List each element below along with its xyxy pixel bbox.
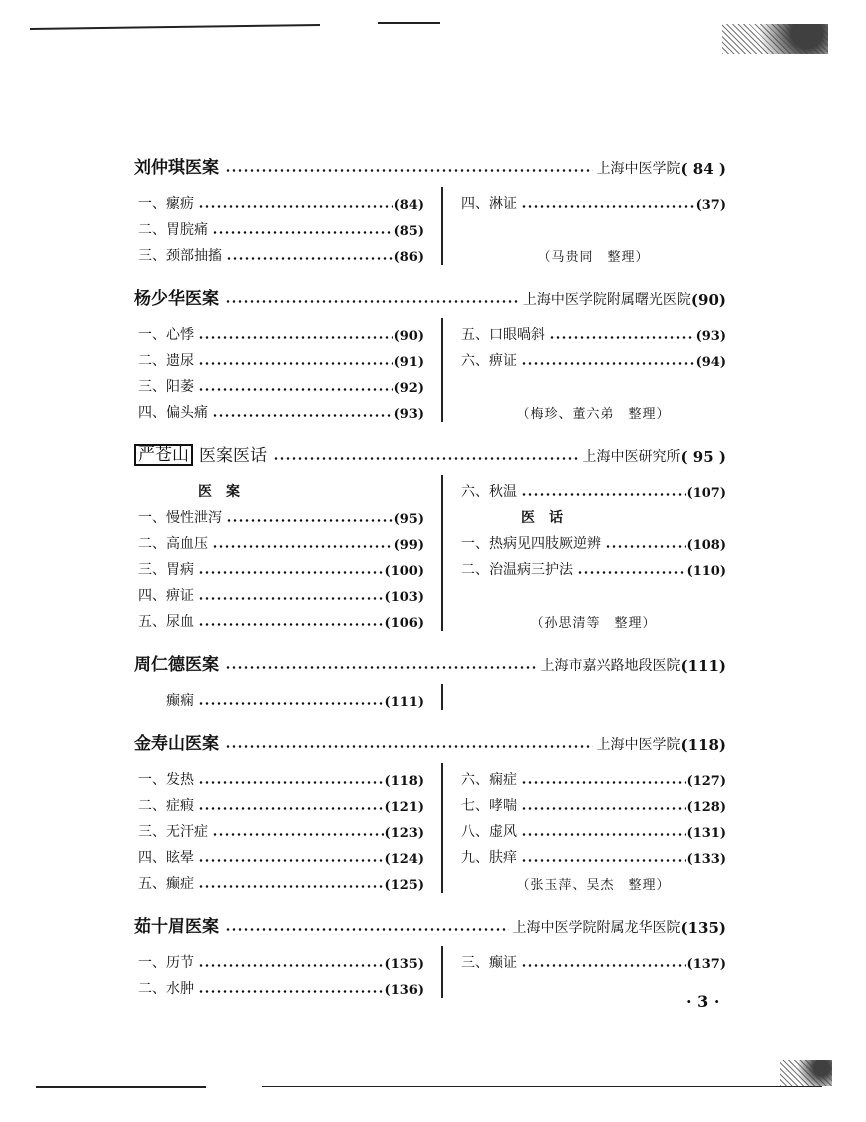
editor-note: （梅珍、董六弟 整理） xyxy=(516,407,671,422)
scan-edge-top xyxy=(30,24,320,30)
section-heading[interactable] xyxy=(134,436,726,466)
entry-title: 哮喘 xyxy=(489,798,517,814)
entry-title: 淋证 xyxy=(489,196,517,212)
entry-page: (108) xyxy=(686,538,726,553)
toc-entry[interactable] xyxy=(461,344,726,370)
section-institution: 上海中医研究所 xyxy=(582,449,681,465)
section-heading[interactable] xyxy=(134,279,726,309)
entry-page: (85) xyxy=(393,224,424,239)
entry-title: 无汗症 xyxy=(166,824,208,840)
scan-edge-bottom-2 xyxy=(262,1086,822,1087)
section-heading[interactable] xyxy=(134,148,726,178)
dot-leader xyxy=(198,859,384,862)
dot-leader xyxy=(198,388,393,391)
section-page: (118) xyxy=(680,736,726,754)
dot-leader xyxy=(225,666,537,669)
entry-page: (92) xyxy=(393,381,424,396)
section-author: 金寿山医案 xyxy=(134,734,219,754)
entry-number: 三、 xyxy=(138,824,166,840)
dot-leader xyxy=(521,807,686,810)
entry-page: (84) xyxy=(393,198,424,213)
toc-entry[interactable] xyxy=(138,815,424,841)
entry-page: (95) xyxy=(393,512,424,527)
column-divider xyxy=(441,684,443,710)
table-of-contents xyxy=(134,148,726,1012)
entry-number: 二、 xyxy=(138,353,166,369)
toc-entry[interactable] xyxy=(461,841,726,867)
entry-page: (93) xyxy=(393,407,424,422)
entry-page: (100) xyxy=(384,564,424,579)
dot-leader xyxy=(198,990,384,993)
entry-number: 三、 xyxy=(138,379,166,395)
toc-entry[interactable] xyxy=(138,605,424,631)
section-entries xyxy=(134,763,726,893)
section-entries xyxy=(134,318,726,422)
entry-page: (125) xyxy=(384,878,424,893)
toc-entry[interactable] xyxy=(138,763,424,789)
section-page: (111) xyxy=(680,657,726,675)
entry-title: 颈部抽搐 xyxy=(166,248,222,264)
dot-leader xyxy=(198,362,393,365)
dot-leader xyxy=(577,571,686,574)
toc-section xyxy=(134,645,726,710)
entry-page: (111) xyxy=(384,695,424,710)
entry-page: (107) xyxy=(686,486,726,501)
entry-page: (128) xyxy=(686,800,726,815)
editor-note: （马贵同 整理） xyxy=(537,250,650,265)
right-column xyxy=(461,475,726,631)
section-page: ( 95 ) xyxy=(680,448,726,466)
dot-leader xyxy=(212,414,393,417)
entry-number: 九、 xyxy=(461,850,489,866)
blank-row xyxy=(461,213,726,239)
entry-number: 五、 xyxy=(461,327,489,343)
dot-leader xyxy=(605,545,686,548)
entry-page: (110) xyxy=(686,564,726,579)
entry-page: (91) xyxy=(393,355,424,370)
entry-title: 秋温 xyxy=(489,484,517,500)
dot-leader xyxy=(212,231,393,234)
toc-entry[interactable] xyxy=(461,187,726,213)
blank-row xyxy=(461,579,726,605)
section-entries xyxy=(134,946,726,998)
toc-entry[interactable] xyxy=(461,553,726,579)
entry-number: 七、 xyxy=(461,798,489,814)
scan-corner-top-right xyxy=(722,24,828,54)
toc-entry[interactable] xyxy=(138,972,424,998)
entry-page: (136) xyxy=(384,983,424,998)
entry-page: (103) xyxy=(384,590,424,605)
entry-title: 眩晕 xyxy=(166,850,194,866)
left-column xyxy=(134,684,424,710)
entry-number: 五、 xyxy=(138,614,166,630)
dot-leader xyxy=(521,362,695,365)
entry-number: 六、 xyxy=(461,353,489,369)
entry-title: 历节 xyxy=(166,955,194,971)
section-heading[interactable] xyxy=(134,724,726,754)
section-author: 茹十眉医案 xyxy=(134,917,219,937)
editor-note: （张玉萍、吴杰 整理） xyxy=(516,878,671,893)
section-page: ( 84 ) xyxy=(680,160,726,178)
entry-title: 胃脘痛 xyxy=(166,222,208,238)
column-divider xyxy=(441,475,443,631)
entry-page: (135) xyxy=(384,957,424,972)
column-divider xyxy=(441,946,443,998)
entry-title: 口眼喎斜 xyxy=(489,327,545,343)
editor-note: （孙思清等 整理） xyxy=(530,616,657,631)
entry-number: 五、 xyxy=(138,876,166,892)
entry-number: 六、 xyxy=(461,772,489,788)
toc-entry[interactable] xyxy=(138,318,424,344)
scan-corner-bottom-right xyxy=(780,1060,832,1086)
left-column xyxy=(134,946,424,998)
dot-leader xyxy=(198,885,384,888)
entry-page: (99) xyxy=(393,538,424,553)
dot-leader xyxy=(198,807,384,810)
entry-title: 发热 xyxy=(166,772,194,788)
left-column xyxy=(134,475,424,631)
left-column xyxy=(134,763,424,893)
section-entries xyxy=(134,187,726,265)
column-divider xyxy=(441,187,443,265)
right-column xyxy=(461,684,726,710)
entry-title: 癫证 xyxy=(489,955,517,971)
section-page: (90) xyxy=(690,291,726,309)
entry-page: (127) xyxy=(686,774,726,789)
toc-entry[interactable] xyxy=(138,684,424,710)
entry-number: 三、 xyxy=(461,955,489,971)
toc-entry[interactable] xyxy=(461,318,726,344)
dot-leader xyxy=(198,623,384,626)
toc-entry[interactable] xyxy=(138,396,424,422)
entry-number: 三、 xyxy=(138,248,166,264)
entry-number: 一、 xyxy=(138,196,166,212)
entry-title: 高血压 xyxy=(166,536,208,552)
entry-page: (37) xyxy=(695,198,726,213)
entry-title: 痹证 xyxy=(166,588,194,604)
section-institution: 上海中医学院附属龙华医院 xyxy=(512,920,681,936)
toc-entry[interactable] xyxy=(461,527,726,553)
toc-entry[interactable] xyxy=(461,815,726,841)
dot-leader xyxy=(198,702,384,705)
entry-number: 八、 xyxy=(461,824,489,840)
entry-page: (131) xyxy=(686,826,726,841)
dot-leader xyxy=(521,205,695,208)
toc-entry[interactable] xyxy=(461,789,726,815)
entry-page: (106) xyxy=(384,616,424,631)
entry-title: 癫痫 xyxy=(166,693,194,709)
entry-page: (123) xyxy=(384,826,424,841)
dot-leader xyxy=(212,545,393,548)
entry-title: 症瘕 xyxy=(166,798,194,814)
entry-page: (133) xyxy=(686,852,726,867)
entry-title: 遗尿 xyxy=(166,353,194,369)
toc-entry[interactable] xyxy=(138,553,424,579)
dot-leader xyxy=(521,964,686,967)
entry-page: (124) xyxy=(384,852,424,867)
section-heading[interactable] xyxy=(134,907,726,937)
entry-number: 二、 xyxy=(138,222,166,238)
entry-number: 六、 xyxy=(461,484,489,500)
toc-section xyxy=(134,148,726,265)
section-entries xyxy=(134,684,726,710)
entry-number: 三、 xyxy=(138,562,166,578)
entry-title: 痹证 xyxy=(489,353,517,369)
entry-number: 四、 xyxy=(461,196,489,212)
entry-number: 四、 xyxy=(138,405,166,421)
entry-number: 二、 xyxy=(138,798,166,814)
section-author: 刘仲琪医案 xyxy=(134,158,219,178)
entry-number: 四、 xyxy=(138,588,166,604)
entry-number: 四、 xyxy=(138,850,166,866)
right-column xyxy=(461,187,726,265)
entry-title: 胃病 xyxy=(166,562,194,578)
toc-entry[interactable] xyxy=(138,239,424,265)
dot-leader xyxy=(212,833,384,836)
toc-entry[interactable] xyxy=(138,579,424,605)
toc-entry[interactable] xyxy=(138,946,424,972)
section-heading[interactable] xyxy=(134,645,726,675)
entry-title: 慢性泄泻 xyxy=(166,510,222,526)
dot-leader xyxy=(198,205,393,208)
dot-leader xyxy=(226,257,393,260)
entry-page: (90) xyxy=(393,329,424,344)
subsection-heading: 医案 xyxy=(198,484,254,500)
dot-leader xyxy=(273,457,579,460)
toc-section xyxy=(134,907,726,998)
entry-number: 二、 xyxy=(138,981,166,997)
entry-number: 一、 xyxy=(138,955,166,971)
entry-number: 一、 xyxy=(138,772,166,788)
entry-number: 二、 xyxy=(138,536,166,552)
scan-edge-top-2 xyxy=(378,22,440,24)
toc-entry[interactable] xyxy=(138,370,424,396)
entry-page: (86) xyxy=(393,250,424,265)
scan-edge-bottom xyxy=(36,1086,206,1088)
page-number: · 3 · xyxy=(686,992,720,1011)
dot-leader xyxy=(226,519,393,522)
entry-page: (94) xyxy=(695,355,726,370)
toc-entry[interactable] xyxy=(461,475,726,501)
toc-entry[interactable] xyxy=(138,867,424,893)
dot-leader xyxy=(198,336,393,339)
section-author: 严苍山 xyxy=(134,444,193,466)
dot-leader xyxy=(225,300,520,303)
entry-number: 一、 xyxy=(138,327,166,343)
entry-number: 一、 xyxy=(461,536,489,552)
entry-page: (93) xyxy=(695,329,726,344)
dot-leader xyxy=(521,781,686,784)
section-entries xyxy=(134,475,726,631)
dot-leader xyxy=(521,493,686,496)
entry-title: 偏头痛 xyxy=(166,405,208,421)
dot-leader xyxy=(198,597,384,600)
toc-entry[interactable] xyxy=(138,344,424,370)
section-institution: 上海市嘉兴路地段医院 xyxy=(540,658,681,674)
entry-page: (137) xyxy=(686,957,726,972)
dot-leader xyxy=(225,169,593,172)
dot-leader xyxy=(198,964,384,967)
column-divider xyxy=(441,318,443,422)
section-institution: 上海中医学院 xyxy=(596,161,681,177)
entry-title: 阳萎 xyxy=(166,379,194,395)
entry-title: 肤痒 xyxy=(489,850,517,866)
subsection-heading: 医话 xyxy=(521,510,577,526)
right-column xyxy=(461,318,726,422)
entry-title: 水肿 xyxy=(166,981,194,997)
toc-entry[interactable] xyxy=(138,501,424,527)
section-author: 周仁德医案 xyxy=(134,655,219,675)
section-page: (135) xyxy=(680,919,726,937)
dot-leader xyxy=(225,928,509,931)
dot-leader xyxy=(521,859,686,862)
dot-leader xyxy=(225,745,593,748)
entry-number: 二、 xyxy=(461,562,489,578)
toc-entry[interactable] xyxy=(138,789,424,815)
toc-entry[interactable] xyxy=(461,763,726,789)
section-subtitle: 医案医话 xyxy=(199,446,267,466)
entry-number: 一、 xyxy=(138,510,166,526)
toc-entry[interactable] xyxy=(138,187,424,213)
column-divider xyxy=(441,763,443,893)
toc-entry[interactable] xyxy=(138,527,424,553)
entry-title: 癫症 xyxy=(166,876,194,892)
blank-row xyxy=(461,370,726,396)
entry-title: 瘰疬 xyxy=(166,196,194,212)
right-column xyxy=(461,763,726,893)
dot-leader xyxy=(198,781,384,784)
toc-section xyxy=(134,724,726,893)
section-author: 杨少华医案 xyxy=(134,289,219,309)
toc-section xyxy=(134,279,726,422)
toc-entry[interactable] xyxy=(138,213,424,239)
left-column xyxy=(134,187,424,265)
dot-leader xyxy=(549,336,695,339)
toc-section xyxy=(134,436,726,631)
entry-page: (121) xyxy=(384,800,424,815)
section-institution: 上海中医学院 xyxy=(596,737,681,753)
right-column xyxy=(461,946,726,998)
entry-title: 心悸 xyxy=(166,327,194,343)
toc-entry[interactable] xyxy=(461,946,726,972)
entry-page: (118) xyxy=(384,774,424,789)
entry-title: 痫症 xyxy=(489,772,517,788)
dot-leader xyxy=(521,833,686,836)
section-institution: 上海中医学院附属曙光医院 xyxy=(522,292,691,308)
dot-leader xyxy=(198,571,384,574)
entry-title: 治温病三护法 xyxy=(489,562,573,578)
entry-title: 虚风 xyxy=(489,824,517,840)
entry-title: 尿血 xyxy=(166,614,194,630)
toc-entry[interactable] xyxy=(138,841,424,867)
entry-title: 热病见四肢厥逆辨 xyxy=(489,536,601,552)
left-column xyxy=(134,318,424,422)
